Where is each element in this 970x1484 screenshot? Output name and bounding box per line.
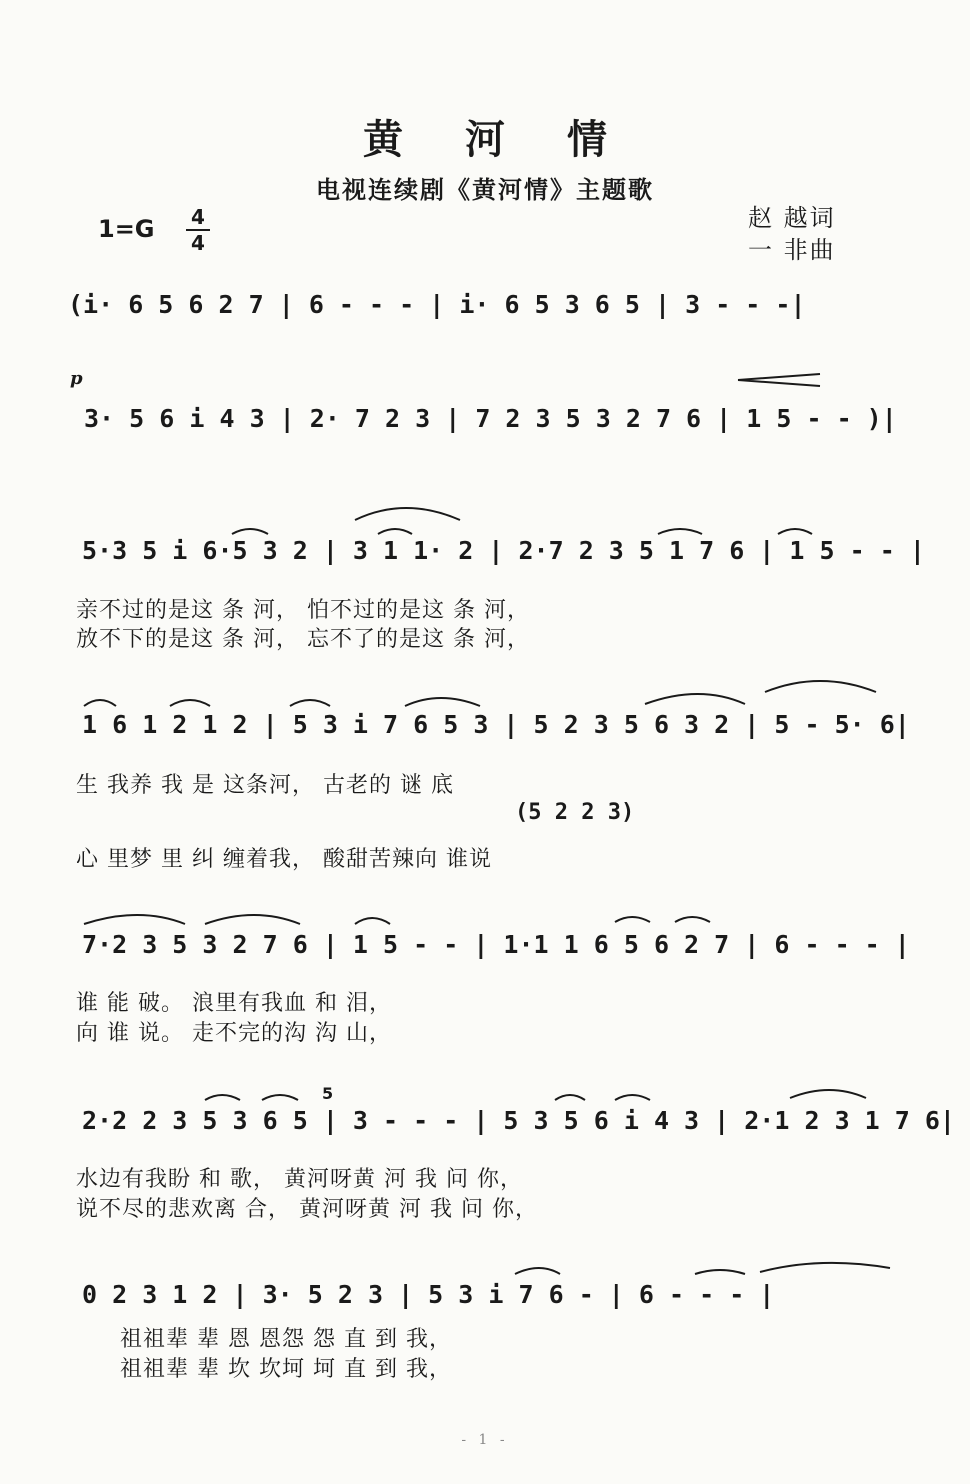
grace-note: 5 [322, 1084, 334, 1103]
lyricist-credit: 赵 越词 [748, 204, 836, 232]
alternate-notes: (5 2 2 3) [515, 800, 635, 825]
time-signature-top: 4 [191, 205, 205, 229]
lyrics-line-6b: 说不尽的悲欢离 合， 黄河呀黄 河 我 问 你， [76, 1197, 538, 1222]
notation-line-7: 0 2 3 1 2 | 3· 5 2 3 | 5 3 i 7 6 - | 6 - - - | [82, 1280, 775, 1309]
lyrics-line-3b: 放不下的是这 条 河， 忘不了的是这 条 河， [76, 627, 530, 652]
lyrics-line-7a: 祖祖辈 辈 恩 恩怨 怨 直 到 我， [120, 1327, 452, 1352]
song-subtitle: 电视连续剧《黄河情》主题歌 [316, 175, 654, 204]
notation-line-5: 7·2 3 5 3 2 7 6 | 1 5 - - | 1·1 1 6 5 6 2 7 | 6 - - - | [82, 930, 910, 959]
lyrics-line-7b: 祖祖辈 辈 坎 坎坷 坷 直 到 我， [120, 1357, 452, 1382]
notation-line-4: 1 6 1 2 1 2 | 5 3 i 7 6 5 3 | 5 2 3 5 6 3 2 | 5 - 5· 6| [82, 710, 910, 739]
notation-line-2: 3· 5 6 i 4 3 | 2· 7 2 3 | 7 2 3 5 3 2 7 6 | 1 5 - - )| [84, 404, 897, 433]
dynamic-marking: p [70, 368, 83, 389]
key-signature: 1=G [98, 215, 155, 243]
lyrics-line-3a: 亲不过的是这 条 河， 怕不过的是这 条 河， [76, 598, 530, 623]
lyrics-line-5b: 向 谁 说。 走不完的沟 沟 山， [76, 1021, 392, 1046]
lyrics-line-4b: 心 里梦 里 纠 缠着我， 酸甜苦辣向 谁说 [76, 847, 492, 872]
lyrics-line-6a: 水边有我盼 和 歌， 黄河呀黄 河 我 问 你， [76, 1167, 523, 1192]
composer-credit: 一 非曲 [748, 236, 836, 264]
lyrics-line-4a: 生 我养 我 是 这条河， 古老的 谜 底 [76, 773, 454, 798]
page-number: - 1 - [461, 1432, 509, 1448]
time-signature-bottom: 4 [191, 231, 205, 255]
song-title: 黄河情 [363, 116, 669, 163]
notation-line-6: 2·2 2 3 5 3 6 5 | 3 - - - | 5 3 5 6 i 4 3 | 2·1 2 3 1 7 6| [82, 1106, 955, 1135]
notation-line-3: 5·3 5 i 6·5 3 2 | 3 1 1· 2 | 2·7 2 3 5 1 7 6 | 1 5 - - | [82, 536, 925, 565]
lyrics-line-5a: 谁 能 破。 浪里有我血 和 泪， [76, 991, 392, 1016]
notation-line-1: (i· 6 5 6 2 7 | 6 - - - | i· 6 5 3 6 5 | 3 - - -| [68, 290, 806, 319]
